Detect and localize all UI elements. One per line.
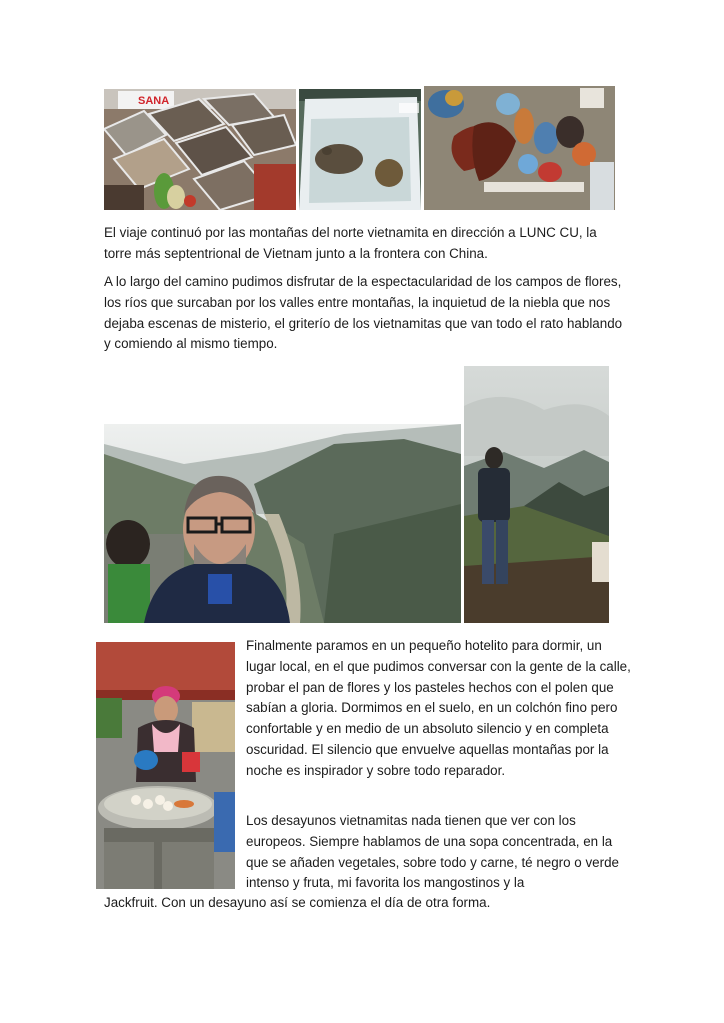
hiker-mountain-view-photo <box>464 366 609 623</box>
market-dried-goods-photo <box>424 86 615 210</box>
paragraph-breakfast: Los desayunos vietnamitas nada tienen que ver con los europeos. Siempre hablamos de una sopa concentrada, en la que se añaden vegetales, sobre todo y carne, té negro o verde intenso y fruta, mi favorita los mangostinos y la <box>246 813 619 891</box>
selfie-valley-river-photo <box>104 424 461 623</box>
paragraph-journey-north: El viaje continuó por las montañas del norte vietnamita en dirección a LUNC CU, la torre más septentrional de Vietnam junto a la frontera con China. <box>104 225 597 261</box>
white-tub-turtles-photo <box>299 89 421 210</box>
paragraph-breakfast-end: Jackfruit. Con un desayuno así se comienza el día de otra forma. <box>104 895 491 910</box>
paragraph-hotel-night: Finalmente paramos en un pequeño hotelito para dormir, un lugar local, en el que pudimos conversar con la gente de la calle, probar el pan de flores y los pasteles hechos con el polen que sabían a gloria. Dormimos en el suelo, en un colchón fino pero confortable y en medio de un absoluto silencio y en completa oscuridad. El silencio que envuelve aquellas montañas por la noche es inspirador y sobre todo reparador. <box>246 638 631 778</box>
paragraph-road-scenery: A lo largo del camino pudimos disfrutar de la espectacularidad de los campos de flores, los ríos que surcaban por los valles entre montañas, la inquietud de la niebla que nos dejaba escenas de misterio, el griterío de los vietnamitas que van todo el rato hablando y comiendo al mismo tiempo. <box>104 274 623 352</box>
street-food-vendor-photo <box>96 642 235 889</box>
market-seafood-baskets-photo <box>104 89 296 210</box>
sign-text: SANA <box>138 95 170 107</box>
